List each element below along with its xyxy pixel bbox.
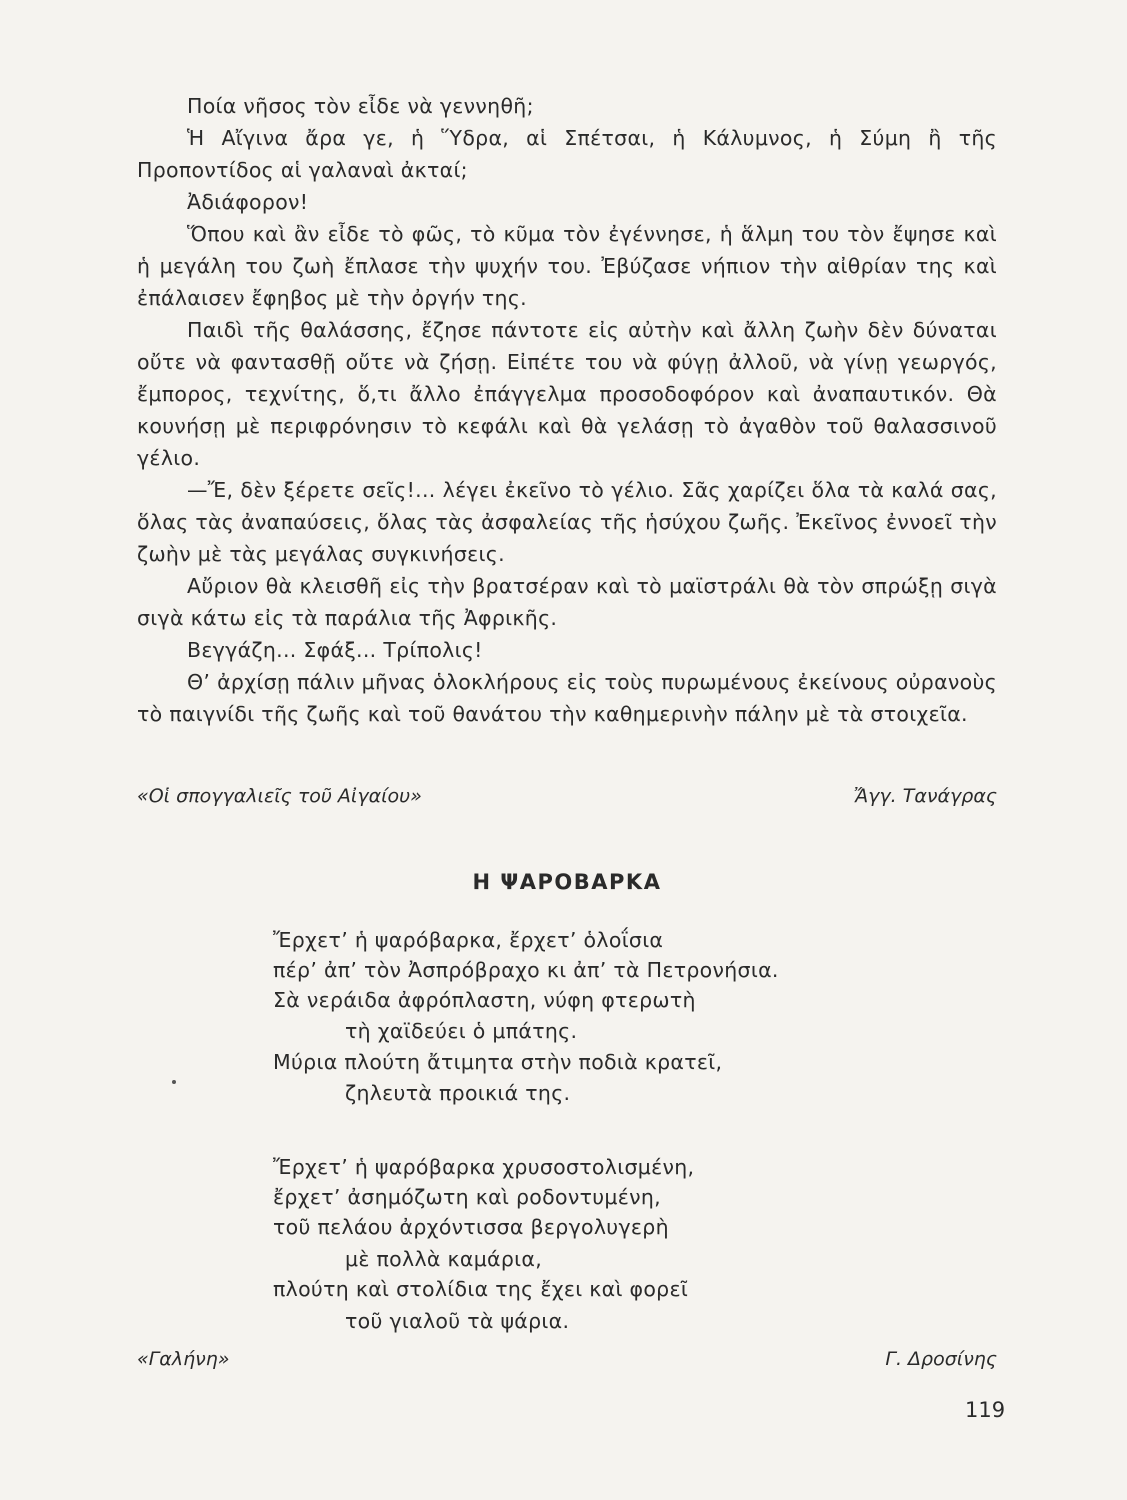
source-title: «Γαλήνη»: [137, 1348, 230, 1370]
poem-attribution: [137, 1348, 997, 1378]
page-number: 119: [965, 1398, 1006, 1422]
poem-line: πέρ’ ἀπ’ τὸν Ἀσπρόβραχο κι ἀπ’ τὰ Πετρονήσια.: [273, 958, 779, 982]
poem-line: τοῦ γιαλοῦ τὰ ψάρια.: [345, 1309, 570, 1333]
author-name: Γ. Δροσίνης: [885, 1348, 997, 1370]
poem-line: μὲ πολλὰ καμάρια,: [345, 1247, 543, 1271]
poem-line: τοῦ πελάου ἀρχόντισσα βεργολυγερὴ: [273, 1215, 669, 1239]
poem-line: Ἔρχετ’ ἡ ψαρόβαρκα, ἔρχετ’ ὁλοΐσια: [273, 928, 664, 952]
poem-line: τὴ χαϊδεύει ὁ μπάτης.: [345, 1019, 578, 1043]
paragraph: Ὅπου καὶ ἂν εἶδε τὸ φῶς, τὸ κῦμα τὸν ἐγέννησε, ἡ ἅλμη του τὸν ἔψησε καὶ ἡ μεγάλη του ζωὴ ἔπλασε τὴν ψυχήν του. Ἐβύζασε νήπιον τὴν αἰθρίαν της καὶ ἐπάλαισεν ἔφηβος μὲ τὴν ὀργήν της.: [137, 222, 997, 310]
stray-dot: [172, 1080, 176, 1084]
paragraph: Ἡ Αἴγινα ἄρα γε, ἡ Ὕδρα, αἱ Σπέτσαι, ἡ Κάλυμνος, ἡ Σύμη ἢ τῆς Προποντίδος αἱ γαλαναὶ ἀκταί;: [137, 126, 997, 182]
source-title: «Οἱ σπογγαλιεῖς τοῦ Αἰγαίου»: [137, 785, 422, 807]
prose-attribution: [137, 785, 997, 815]
author-name: Ἄγγ. Τανάγρας: [853, 785, 997, 807]
paragraph: Θ’ ἀρχίσῃ πάλιν μῆνας ὁλοκλήρους εἰς τοὺς πυρωμένους ἐκείνους οὐρανοὺς τὸ παιγνίδι τῆς ζωῆς καὶ τοῦ θανάτου τὴν καθημερινὴν πάλην μὲ τὰ στοιχεῖα.: [137, 670, 997, 726]
paragraph: Παιδὶ τῆς θαλάσσης, ἔζησε πάντοτε εἰς αὐτὴν καὶ ἄλλη ζωὴν δὲν δύναται οὔτε νὰ φαντασθῇ οὔτε νὰ ζήσῃ. Εἰπέτε του νὰ φύγῃ ἀλλοῦ, νὰ γίνῃ γεωργός, ἔμπορος, τεχνίτης, ὅ,τι ἄλλο ἐπάγγελμα προσοδοφόρον καὶ ἀναπαυτικόν. Θὰ κουνήσῃ μὲ περιφρόνησιν τὸ κεφάλι καὶ θὰ γελάσῃ τὸ ἀγαθὸν τοῦ θαλασσινοῦ γέλιο.: [137, 318, 997, 470]
prose-passage: [137, 90, 997, 730]
poem-line: πλούτη καὶ στολίδια της ἔχει καὶ φορεῖ: [273, 1277, 689, 1301]
paragraph: Ἀδιάφορον!: [187, 190, 309, 214]
paragraph: Βεγγάζη... Σφάξ... Τρίπολις!: [187, 638, 483, 662]
poem-line: ἔρχετ’ ἀσημόζωτη καὶ ροδοντυμένη,: [273, 1185, 661, 1209]
poem-line: Ἔρχετ’ ἡ ψαρόβαρκα χρυσοστολισμένη,: [273, 1155, 695, 1179]
poem-line: Μύρια πλούτη ἄτιμητα στὴν ποδιὰ κρατεῖ,: [273, 1050, 723, 1074]
poem-title: Η ΨΑΡΟΒΑΡΚΑ: [472, 870, 662, 894]
paragraph: —Ἔ, δὲν ξέρετε σεῖς!... λέγει ἐκεῖνο τὸ γέλιο. Σᾶς χαρίζει ὅλα τὰ καλά σας, ὅλας τὰς ἀναπαύσεις, ὅλας τὰς ἀσφαλείας τῆς ἡσύχου ζωῆς. Ἐκεῖνος ἐννοεῖ τὴν ζωὴν μὲ τὰς μεγάλας συγκινήσεις.: [137, 478, 997, 566]
poem-line: Σὰ νεράιδα ἀφρόπλαστη, νύφη φτερωτὴ: [273, 988, 696, 1012]
paragraph: Αὔριον θὰ κλεισθῆ εἰς τὴν βρατσέραν καὶ τὸ μαϊστράλι θὰ τὸν σπρώξῃ σιγὰ σιγὰ κάτω εἰς τὰ παράλια τῆς Ἀφρικῆς.: [137, 574, 997, 630]
poem-line: ζηλευτὰ προικιά της.: [345, 1081, 571, 1105]
paragraph: Ποία νῆσος τὸν εἶδε νὰ γεννηθῆ;: [187, 94, 534, 118]
